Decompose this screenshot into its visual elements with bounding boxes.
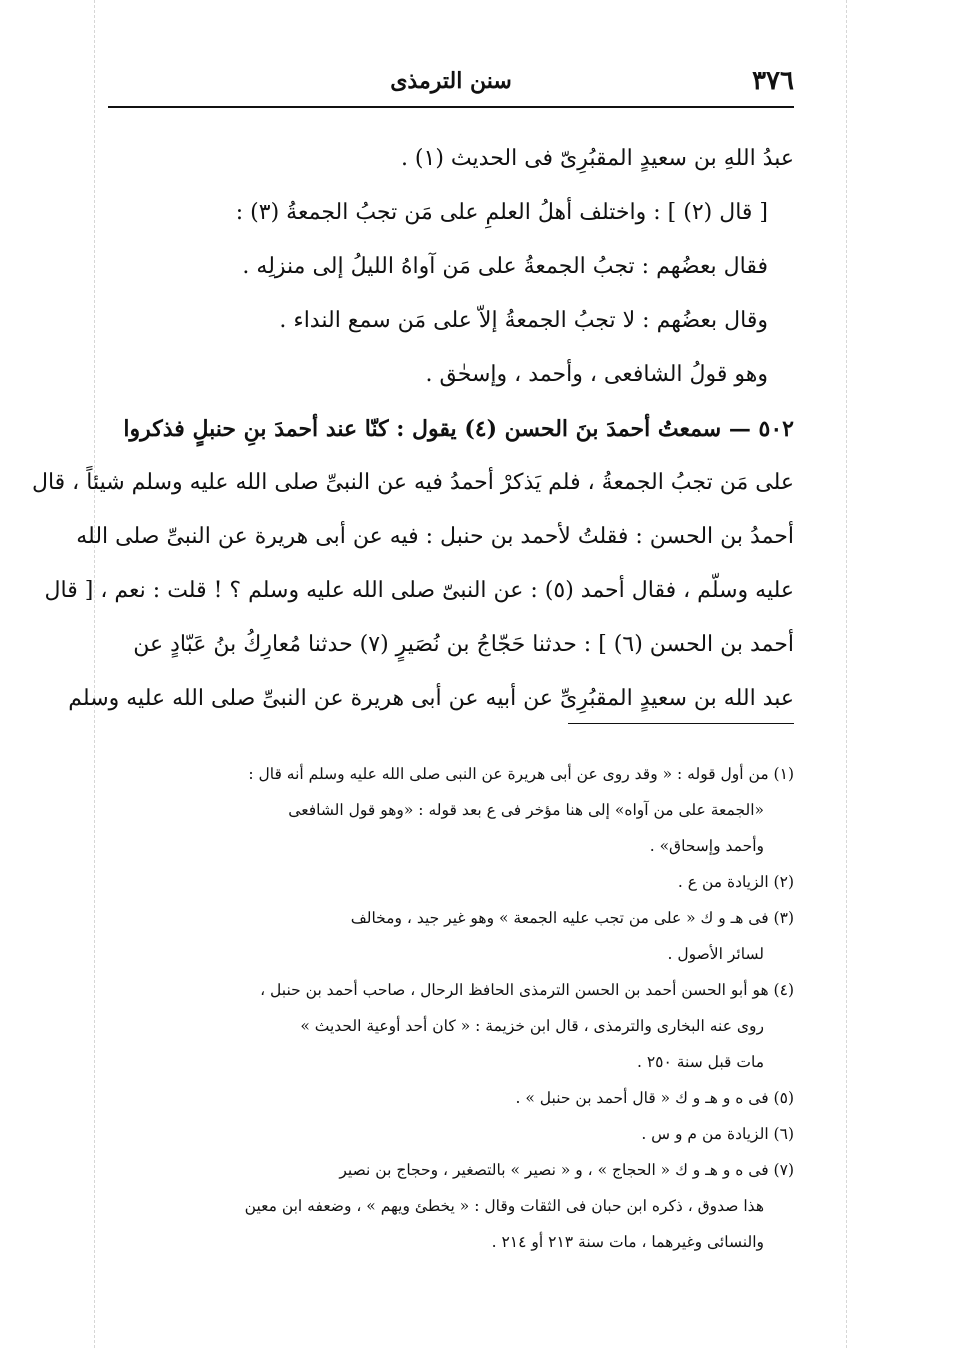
- footnote-line: مات قبل سنة ٢٥٠ .: [636, 1053, 764, 1071]
- text-line: أحمد بن الحسن (٦) ] : حدثنا حَجّاجُ بن نُصَيرٍ (٧) حدثنا مُعارِكُ بنُ عَبّادٍ عن: [133, 632, 794, 657]
- text-line: عبدُ اللهِ بن سعيدٍ المقبُرِىّ فى الحديث (١) .: [400, 146, 794, 171]
- text-line: وقال بعضُهم : لا تجبُ الجمعةُ إلاّ على مَن سمع النداء .: [279, 308, 768, 333]
- footnote-separator: [568, 723, 794, 724]
- text-line: على مَن تجبُ الجمعةُ ، فلم يَذكرْ أحمدُ فيه عن النبىِّ صلى الله عليه وسلم شيئاً ، قال: [31, 470, 794, 495]
- text-line: عليه وسلّم ، فقال أحمد (٥) : عن النبىّ صلى الله عليه وسلم ؟ ! قلت : نعم ، [ قال: [44, 578, 794, 603]
- footnotes: [128, 756, 794, 1260]
- footnote-line: روى عنه البخارى والترمذى ، قال ابن خزيمة : « كان أحد أوعية الحديث »: [300, 1017, 764, 1035]
- footnote-line: (١) من أول قوله : « وقد روى عن أبى هريرة عن النبى صلى الله عليه وسلم أنه قال :: [248, 765, 794, 783]
- footnote-line: «الجمعة على من آواه» إلى هنا مؤخر فى ع بعد قوله : «وهو قول الشافعى: [288, 801, 764, 819]
- main-text: [31, 132, 794, 726]
- page-number: ٣٧٦: [752, 66, 794, 96]
- footnote-line: لسائر الأصول .: [667, 945, 764, 963]
- footnote-line: (٦) الزيادة من م و س .: [641, 1125, 794, 1143]
- running-title: سنن الترمذى: [390, 68, 512, 94]
- footnote-line: والنسائى وغيرهما ، مات سنة ٢١٣ أو ٢١٤ .: [491, 1233, 764, 1251]
- text-line: عبد الله بن سعيدٍ المقبُرِىِّ عن أبيه عن أبى هريرة عن النبىِّ صلى الله عليه وسلم: [68, 686, 794, 711]
- footnote-line: وأحمد وإسحاق» .: [649, 837, 764, 855]
- page-header: [108, 62, 794, 102]
- footnote-line: (٢) الزيادة من ع .: [677, 873, 794, 891]
- text-line: أحمدُ بن الحسن : فقلتُ لأحمد بن حنبل : فيه عن أبى هريرة عن النبىِّ صلى الله: [76, 524, 794, 549]
- footnote-line: (٣) فى هـ و ك « على من تجب عليه الجمعة » وهو غير جيد ، ومخالف: [350, 909, 794, 927]
- footnote-line: (٥) فى ه و هـ و ك « قال أحمد بن حنبل » .: [515, 1089, 794, 1107]
- text-line: فقال بعضُهم : تجبُ الجمعةُ على مَن آواهُ الليلُ إلى منزلِه .: [242, 254, 768, 279]
- footnote-line: (٤) هو أبو الحسن أحمد بن الحسن الترمذى الحافظ الرحال ، صاحب أحمد بن حنبل ،: [260, 981, 794, 999]
- footnote-line: هذا صدوق ، ذكره ابن حبان فى الثقات وقال : « يخطئ ويهم » ، وضعفه ابن معين: [244, 1197, 764, 1215]
- scan-artifact-line: [846, 0, 847, 1348]
- text-line: [ قال (٢) ] : واختلف أهلُ العلمِ على مَن تجبُ الجمعةُ (٣) :: [235, 200, 768, 225]
- hadith-heading-line: ٥٠٢ — سمعتُ أحمدَ بنَ الحسن (٤) يقول : كنّا عند أحمدَ بنِ حنبلٍ فذكروا: [123, 416, 794, 442]
- header-rule: [108, 106, 794, 108]
- text-line: وهو قولُ الشافعى ، وأحمد ، وإسحٰق .: [425, 362, 768, 387]
- footnote-line: (٧) فى ه و هـ و ك « الحجاج » ، و « نصير » بالتصغير ، وحجاج بن نصير: [339, 1161, 794, 1179]
